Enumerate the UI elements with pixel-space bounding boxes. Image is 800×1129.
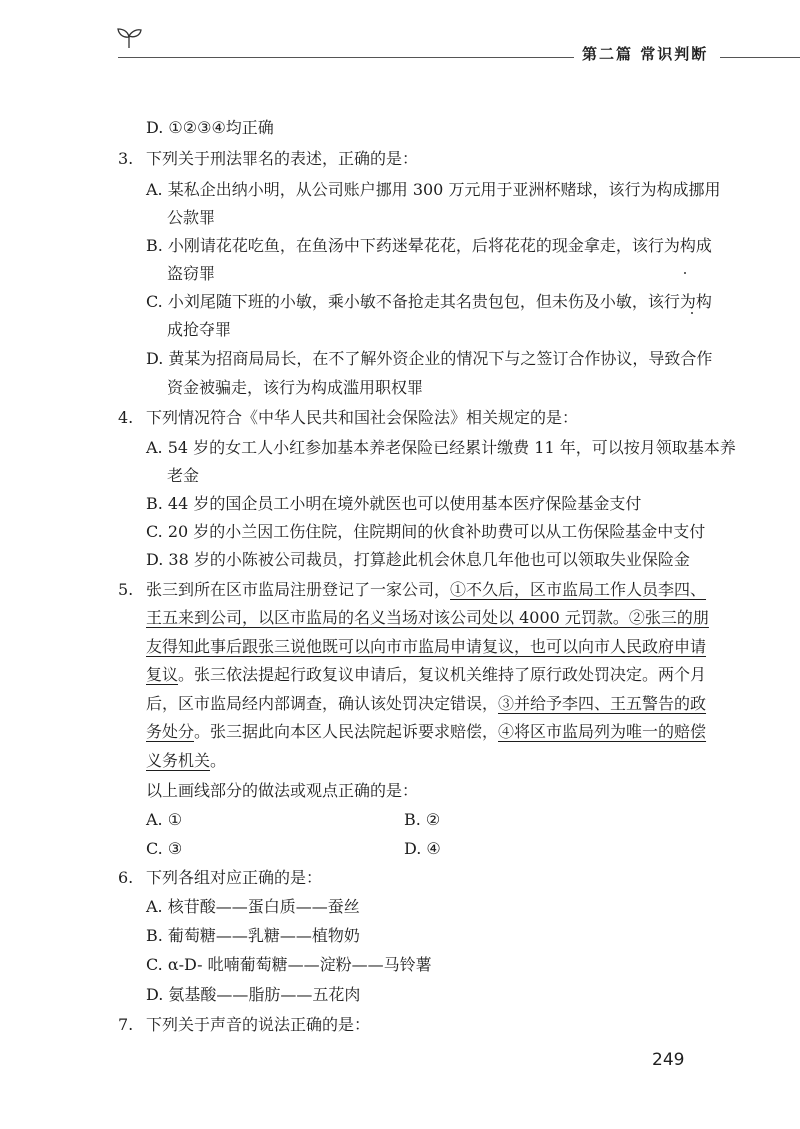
scan-speck	[684, 272, 686, 274]
q5-line-4	[146, 665, 706, 685]
q3-option-b: B. 小刚请花花吃鱼，在鱼汤中下药迷晕花花，后将花花的现金拿走，该行为构成	[146, 236, 712, 255]
q7-stem: 下列关于声音的说法正确的是：	[146, 1015, 371, 1034]
q2-option-d: D. ①②③④均正确	[146, 118, 274, 137]
q3-number: 3.	[118, 149, 134, 168]
q5-line-6	[146, 722, 706, 742]
q5-number: 5.	[118, 580, 134, 599]
q5-line-1	[146, 580, 706, 600]
q7-number: 7.	[118, 1015, 134, 1034]
q4-option-a: A. 54 岁的女工人小红参加基本养老保险已经累计缴费 11 年，可以按月领取基本养	[146, 438, 736, 457]
q3-option-d: D. 黄某为招商局局长，在不了解外资企业的情况下与之签订合作协议，导致合作	[146, 349, 713, 368]
q5-text: 张三到所在区市监局注册登记了一家公司，	[146, 580, 451, 599]
q4-stem: 下列情况符合《中华人民共和国社会保险法》相关规定的是：	[146, 408, 579, 427]
q3-stem: 下列关于刑法罪名的表述，正确的是：	[146, 149, 419, 168]
q3-option-d-cont: 资金被骗走，该行为构成滥用职权罪	[167, 378, 424, 397]
q5-line-3	[146, 637, 706, 657]
q4-option-c: C. 20 岁的小兰因工伤住院，住院期间的伙食补助费可以从工伤保险基金中支付	[146, 522, 706, 541]
q5-text: 后，区市监局经内部调查，确认该处罚决定错误，	[146, 694, 499, 713]
q5-underlined-3-end: 务处分	[146, 722, 195, 741]
q5-underlined-4: ④将区市监局列为唯一的赔偿	[498, 722, 707, 741]
q6-number: 6.	[118, 868, 134, 887]
q5-underlined-2: 友得知此事后跟张三说他既可以向市市监局申请复议，也可以向市人民政府申请	[146, 637, 707, 656]
q3-option-a: A. 某私企出纳小明，从公司账户挪用 300 万元用于亚洲杯赌球，该行为构成挪用	[146, 180, 721, 199]
q5-option-d: D. ④	[404, 839, 441, 858]
q5-text: 。	[210, 751, 227, 770]
q3-option-a-cont: 公款罪	[167, 208, 216, 227]
q5-option-c: C. ③	[146, 839, 183, 858]
q5-line-7	[146, 751, 226, 771]
q3-option-c-cont: 成抢夺罪	[167, 320, 232, 339]
q5-option-b: B. ②	[404, 810, 441, 829]
q6-option-d: D. 氨基酸——脂肪——五花肉	[146, 985, 361, 1004]
q5-underlined-4-end: 义务机关	[146, 751, 211, 770]
q6-option-a: A. 核苷酸——蛋白质——蚕丝	[146, 897, 360, 916]
q6-option-b: B. 葡萄糖——乳糖——植物奶	[146, 926, 360, 945]
q6-option-c: C. α-D- 吡喃葡萄糖——淀粉——马铃薯	[146, 955, 432, 974]
q5-line-2	[146, 608, 709, 628]
header-rule-left	[118, 57, 574, 58]
q5-underlined-1-cont: 王五来到公司，以区市监局的名义当场对该公司处以 4000 元罚款。②张三的朋	[146, 608, 709, 627]
q3-option-b-cont: 盗窃罪	[167, 264, 216, 283]
sprout-icon	[116, 26, 142, 50]
header-rule-right	[720, 57, 800, 58]
q5-text: 。张三据此向本区人民法院起诉要求赔偿，	[194, 722, 499, 741]
page-number: 249	[652, 1050, 685, 1070]
q5-text: 。张三依法提起行政复议申请后，复议机关维持了原行政处罚决定。两个月	[178, 665, 707, 684]
q5-underlined-1: ①不久后，区市监局工作人员李四、	[450, 580, 707, 599]
q4-option-b: B. 44 岁的国企员工小明在境外就医也可以使用基本医疗保险基金支付	[146, 494, 642, 513]
q6-stem: 下列各组对应正确的是：	[146, 868, 323, 887]
q5-underlined-3: ③并给予李四、王五警告的政	[498, 694, 707, 713]
q4-number: 4.	[118, 408, 134, 427]
q5-ask: 以上画线部分的做法或观点正确的是：	[146, 781, 419, 800]
q3-option-c: C. 小刘尾随下班的小敏，乘小敏不备抢走其名贵包包，但未伤及小敏，该行为构	[146, 292, 712, 311]
section-title: 第二篇 常识判断	[582, 45, 709, 63]
q5-underlined-2-end: 复议	[146, 665, 179, 684]
q5-line-5	[146, 694, 706, 714]
scan-speck	[691, 312, 693, 314]
q4-option-a-cont: 老金	[167, 466, 200, 485]
q4-option-d: D. 38 岁的小陈被公司裁员，打算趁此机会休息几年他也可以领取失业保险金	[146, 550, 690, 569]
q5-option-a: A. ①	[146, 810, 183, 829]
page-header	[0, 0, 800, 80]
